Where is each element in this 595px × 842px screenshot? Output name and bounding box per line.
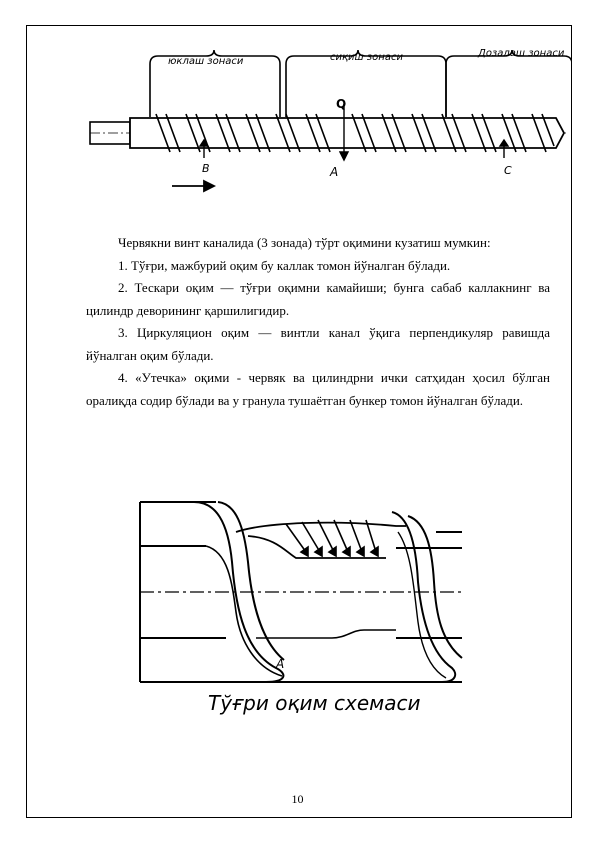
figure-caption: Тўғри оқим схемаси	[208, 691, 421, 715]
marker-c: C	[504, 164, 512, 177]
marker-q: Q	[336, 97, 347, 111]
screw-zones-figure	[86, 42, 572, 202]
marker-a: A	[330, 165, 339, 179]
zone-label-dosing: Дозалаш зонаси	[478, 48, 565, 59]
paragraph-item-1: 1. Тўғри, мажбурий оқим бу каллак томон йўналган бўлади.	[118, 257, 451, 273]
paragraph-item-4: 4. «Утечка» оқими - червяк ва цилиндрни ички сатҳидан ҳосил бўлган оралиқда содир бўлади ва у гранула тушаётган бункер томон йўналган бўлади.	[86, 370, 550, 408]
paragraph-item-2: 2. Тескари оқим — тўғри оқимни камайиши; бунга сабаб каллакнинг ва цилиндр деворининг қаршилигидир.	[86, 280, 550, 318]
paragraph-intro: Червякни винт каналида (3 зонада) тўрт оқимини кузатиш мумкин:	[118, 235, 491, 250]
zone-label-loading: юклаш зонаси	[168, 56, 244, 67]
text-block	[86, 232, 550, 412]
marker-b: B	[202, 162, 210, 175]
direct-flow-figure	[136, 492, 466, 722]
page-number: 10	[291, 792, 304, 806]
zone-label-compression: сиқиш зонаси	[330, 52, 403, 63]
paragraph-item-3: 3. Циркуляцион оқим — винтли канал ўқига перпендикуляр равишда йўналган оқим бўлади.	[86, 325, 550, 363]
marker-a-bottom: А	[276, 657, 285, 671]
